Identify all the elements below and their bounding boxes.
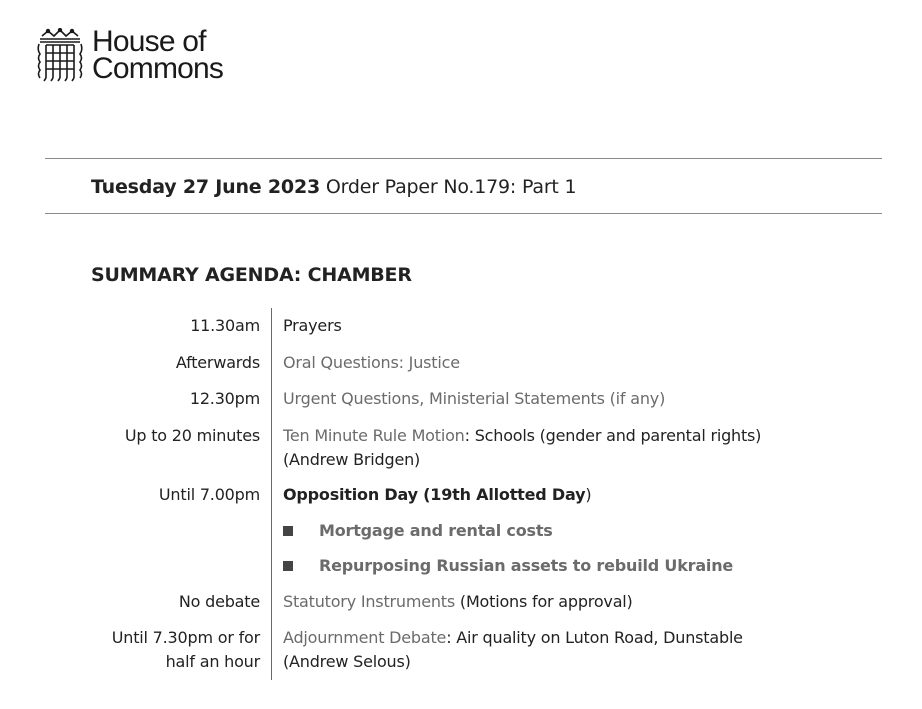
agenda-time-line-1: Until 7.30pm or for xyxy=(111,628,260,647)
top-divider xyxy=(45,158,882,159)
agenda-time: Afterwards xyxy=(175,353,260,372)
agenda-link-adjournment-debate[interactable]: Adjournment Debate xyxy=(283,628,447,647)
agenda-item-member: (Andrew Selous) xyxy=(283,652,411,671)
opposition-day-close: ) xyxy=(585,485,592,504)
agenda-time: No debate xyxy=(178,592,260,611)
agenda-link-urgent-questions[interactable]: Urgent Questions, Ministerial Statements (if any) xyxy=(283,389,666,408)
agenda-item-member: (Andrew Bridgen) xyxy=(283,450,421,469)
agenda-time: Until 7.00pm xyxy=(158,485,260,504)
agenda-item-opposition-day xyxy=(283,483,591,507)
house-of-commons-logo xyxy=(36,25,224,85)
order-paper-header xyxy=(91,176,576,198)
order-paper-number: Order Paper No.179: Part 1 xyxy=(325,176,577,198)
logo-wordmark xyxy=(92,25,224,85)
agenda-link-ten-minute-rule[interactable]: Ten Minute Rule Motion xyxy=(283,426,465,445)
logo-line-2: Commons xyxy=(92,52,224,85)
agenda-time: 12.30pm xyxy=(189,389,260,408)
square-bullet-icon xyxy=(283,561,293,571)
agenda-item-adjournment xyxy=(283,626,743,674)
agenda-link-oral-questions[interactable]: Oral Questions: Justice xyxy=(283,353,460,372)
list-item xyxy=(283,519,553,543)
agenda-link-statutory-instruments[interactable]: Statutory Instruments xyxy=(283,592,456,611)
opposition-motion-link[interactable]: Mortgage and rental costs xyxy=(319,521,553,540)
agenda-time xyxy=(112,626,260,674)
portcullis-icon xyxy=(36,28,84,84)
agenda-item-statutory-instruments xyxy=(283,590,633,614)
list-item xyxy=(283,554,733,578)
opposition-day-title: Opposition Day (19th Allotted Day xyxy=(283,485,586,504)
section-title: SUMMARY AGENDA: CHAMBER xyxy=(91,264,412,286)
agenda-column-divider xyxy=(271,308,272,680)
agenda-item-detail: : Air quality on Luton Road, Dunstable xyxy=(446,628,743,647)
agenda-item-detail: : Schools (gender and parental rights) xyxy=(464,426,762,445)
opposition-motion-link[interactable]: Repurposing Russian assets to rebuild Ukraine xyxy=(319,556,734,575)
bottom-divider xyxy=(45,213,882,214)
agenda-time-line-2: half an hour xyxy=(165,652,260,671)
square-bullet-icon xyxy=(283,526,293,536)
sitting-date: Tuesday 27 June 2023 xyxy=(91,176,320,198)
agenda-item-prayers: Prayers xyxy=(283,316,342,335)
agenda-time: Up to 20 minutes xyxy=(124,426,260,445)
logo-line-1: House of xyxy=(92,25,206,58)
agenda-item-ten-minute-rule xyxy=(283,424,761,472)
agenda-time: 11.30am xyxy=(190,316,260,335)
agenda-item-detail: (Motions for approval) xyxy=(455,592,633,611)
